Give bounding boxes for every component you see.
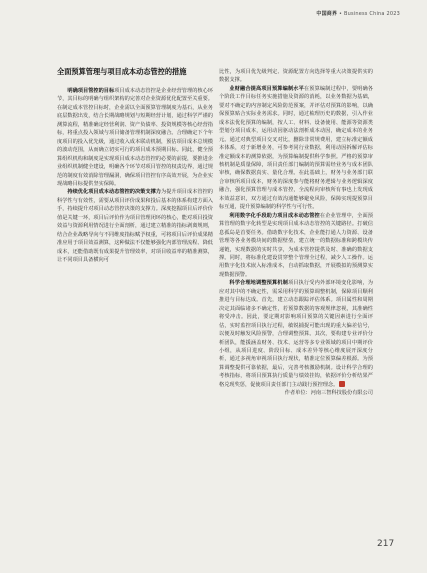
paragraph-lead: 利用数字化手段助力项目成本动态管控 xyxy=(229,212,320,219)
paragraph xyxy=(219,212,373,280)
paragraph xyxy=(219,279,373,389)
left-column xyxy=(57,66,213,265)
section-title: 全面预算管理与项目成本动态管控的措施 xyxy=(57,67,187,76)
running-header xyxy=(316,10,400,17)
paragraph xyxy=(219,85,373,212)
paragraph-lead: 业财融合提高项目预算编制水平 xyxy=(229,85,304,92)
paragraph-text: 在企业管理中，全面预算管理的数字化转型是实现项目成本动态管控的关键路径。打破信息孤岛是首要任务。借助数字化技术，企业能打通人力资源、设备管理等各业务模块间的数据壁垒，建立统一的数据标准和跨模块传递链，实现数据的实时共享，为成本管控提供及时、准确的数据支撑。同时，将标准化建设贯穿整个管理全过程，减少人工操作。运用数字化技术嵌入标准成本，自动抓取数据，开展模拟的预测算实现数据预警。 xyxy=(219,212,373,278)
paragraph-text: 项目成本动态管控是企业经营管理的核心环节，其目标的明确与组织架构的完善对企业资源优化配置至关重要。在制定成本管控目标时，企业需以全面预算管理制度为基石，从业务底层数据出发，结合长期战略规划与短期经营计划，通过科学严谨的测算流程，精准确定经营利润、资产负债率、投资规模等核心经营指标，将重点投入领域与项目储备管理机制深度融合。合理确定下个年度项目的投入优先级，通过收入成本联动机制，预估项目成本总规模的波动范围，从而确立切实可行的项目成本预期目标。同此，健全预算组织机构和制度是实现项目成本动态管控的必要的前提，要推进企业组织机制健全建设，明确各个环节对项目管控的权责边界，通过规范的制度有效消除管理漏洞，确保项目管控有序高效开展，为企业实现战略目标提供坚实保障。 xyxy=(57,88,213,187)
paragraph-continuation: 比性，为项目优先级判定、资源配置方向选择等重大决策提供实的数据支撑。 xyxy=(219,69,373,84)
paragraph xyxy=(57,188,213,264)
paragraph-text: 在预算编制过程中，要明确各个阶段工作目标任务实施措施及资源的消耗，以业务数据为基础，要对不确定的内容制定风险防范预案，并评估对预算的影响，以确保预算贴合实际业务需求。同时，通过梳理历史的数据，引入作业成本法优化预算的编制，按人工、材料、设备使用、能源等资源类型划分项目成本，运用动因驱动法剖析成本动因，确定成本的业务元。通过对典型项目交叉对比，删除非常规费用，建立标准定额成本体系，对于新增业务，可参考同行业数据，利用动因拆解评估标准定额成本的测算依据，为预算编制提供科学参照。严格的预算审核机制是质量保障，项目责任部门编制的预算需经业务与成本团队审核，确保数据真实、量化合理。在此基础上，财务与业务部门联合审核所项目成本，财务的深度参与能将财务逻辑与业务逻辑深度融合，强化预算管理与成本管控，全流程向审核所有事也上发现成本效益意识，双方通过有效沟通能够避免风险，保障实现提预算目标互通，提升预算编制的科学性与可行性。 xyxy=(219,85,373,211)
paragraph-text: 为提升项目成本管控的科学性与有效性，需要从项目评价成果和投后基本的体系构建方面入手，持续提升对项目动态管控决策的支撑力。深度挖掘项目后评价价值是关键一环，项目后评价作为项目管理闭环的核心，能对项目投资效益与资源利用情况进行全面剖析，通过建立精准的指标剥离规则，结合企业战略导向与不同维度指标赋予权重，可将项目后评价成果精准应用于项目效益测算，这种做法不仅能够强化内部管理流程、降低成本，还能借助既有成果提升管理效率，对项目收益率的精准测算，让不同项目具备横向可 xyxy=(57,189,213,264)
header-brand: 中国商界 xyxy=(316,11,338,17)
paragraph-lead: 科学合理地调整预算机制 xyxy=(229,280,288,287)
header-subtitle: Business China 2023 xyxy=(343,11,400,17)
author-affiliation: 作者单位：河南三智科技股份有限公司 xyxy=(284,390,373,397)
right-column xyxy=(219,68,373,398)
paragraph xyxy=(57,87,213,188)
paragraph-lead: 明确项目管控的目标 xyxy=(67,88,115,94)
end-mark-icon xyxy=(339,381,345,387)
header-separator: • xyxy=(337,11,344,17)
paragraph-text: 项目执行受内外部环境变化影响，为应对其中的不确定性，需采用科学的预算调整机制，保障项目顺利推进与目标达成。首先，建立动态跟踪评估体系。项目属性和周期决定其面临诸多不确定性，若预算数据的客观规律忽视，其准确性将受冲击。因此，要定期对影响项目预算的关键因素进行全面评估，实时监控项目执行过程，敏锐捕捉可能出现的重大偏差信号，以便及时触发风险预警，合理调整预算。其次，要构建专业评价分析团队，能援涵盖财务、技术、运营等多专业领域的项目中期评价小组，从项目进度、阶段目标、成本差异等核心维度展开深度分析，通过多视角审视项目执行现状，精准定位预算偏差根源。为预算调整提供可靠依据，最后，完善考核激励机制。设计科学合理的考核指标，将项目预算执行质量与绩效挂钩，依据评价分析结果严格兑现奖惩，促使项目责任部门主动践行预控理念。 xyxy=(219,280,373,388)
page-number: 217 xyxy=(377,539,395,549)
paragraph-lead: 持续优化项目成本动态管控的决策支撑力 xyxy=(67,189,161,196)
